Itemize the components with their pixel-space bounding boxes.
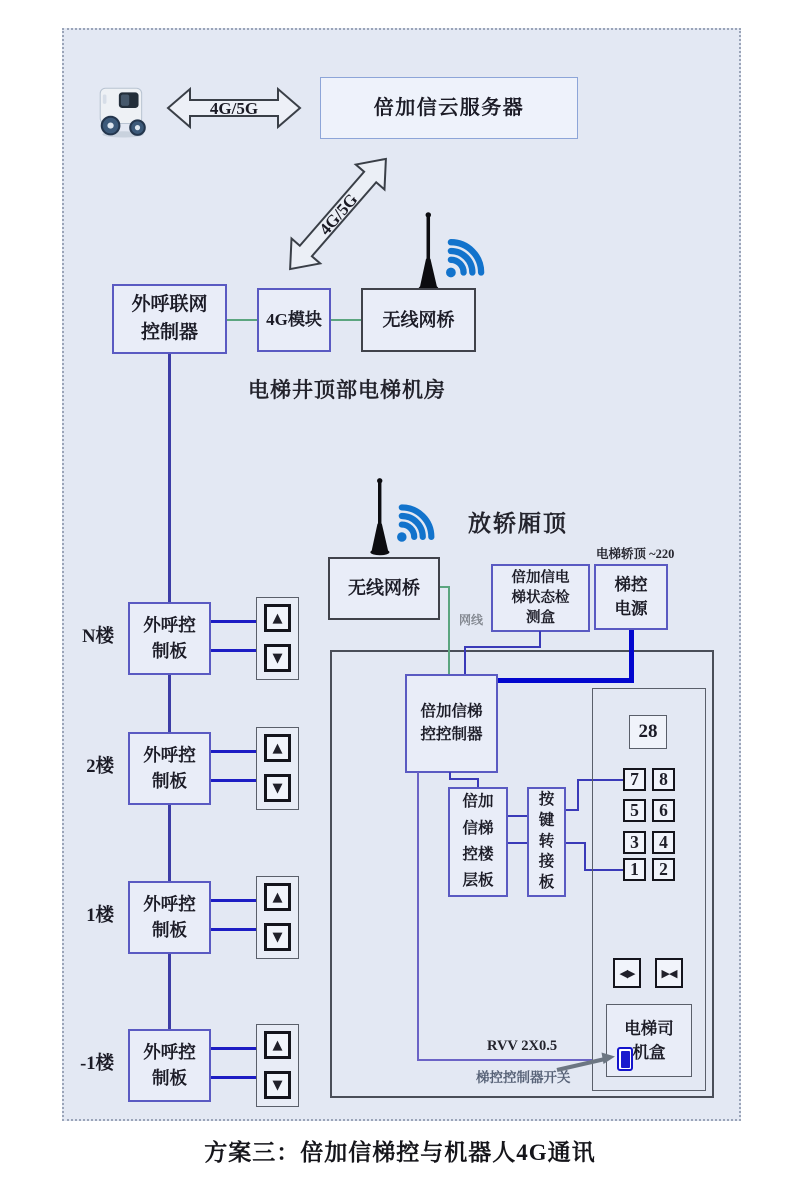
hall-up-button[interactable]: ▲ xyxy=(264,883,291,911)
hall-wire-down xyxy=(211,928,256,931)
wifi-antenna-icon-car-top xyxy=(356,476,440,556)
connector-board-adapter-1 xyxy=(508,815,527,817)
power-supply-line2: 电源 xyxy=(614,599,648,618)
floor-label: 2楼 xyxy=(86,757,114,777)
power-supply-box xyxy=(594,564,668,630)
rvv-cable-vertical xyxy=(417,772,419,1061)
call-network-controller-line2: 控制器 xyxy=(140,322,198,343)
hall-call-board: 外呼控 制板 xyxy=(128,602,211,675)
elevator-controller-line1: 倍加信梯 xyxy=(420,703,483,721)
car-top-caption: 放轿厢顶 xyxy=(468,511,568,536)
connector-adapter-btn1-a xyxy=(566,842,586,844)
hall-down-button[interactable]: ▼ xyxy=(264,774,291,802)
hall-button-panel xyxy=(256,1024,299,1107)
power-line-vertical xyxy=(629,630,634,683)
floor-board-line3: 控楼 xyxy=(462,846,494,863)
connector-adapter-btn1-b xyxy=(584,842,586,871)
network-cable-label: 网线 xyxy=(459,613,484,627)
key-adapter-box xyxy=(527,787,566,897)
wifi-antenna-icon xyxy=(408,210,486,292)
hall-wire-down xyxy=(211,779,256,782)
hall-down-button[interactable]: ▼ xyxy=(264,644,291,672)
hall-button-panel xyxy=(256,727,299,810)
key-adapter-line4: 接 xyxy=(538,853,555,871)
car-button-5[interactable]: 5 xyxy=(623,799,646,822)
car-button-4[interactable]: 4 xyxy=(652,831,675,854)
key-adapter-line3: 转 xyxy=(538,832,555,850)
hall-call-board: 外呼控 制板 xyxy=(128,881,211,954)
hall-up-button[interactable]: ▲ xyxy=(264,1031,291,1059)
wireless-bridge-car-top-label: 无线网桥 xyxy=(348,578,420,599)
power-supply-line1: 梯控 xyxy=(614,575,648,595)
hall-call-board: 外呼控 制板 xyxy=(128,732,211,805)
connector-green-drop xyxy=(448,586,450,675)
hall-wire-up xyxy=(211,1047,256,1050)
door-close-icon: ▶◀ xyxy=(661,966,677,980)
controller-switch-icon[interactable] xyxy=(617,1047,633,1071)
connector-status-h xyxy=(464,646,541,648)
door-open-icon: ◀▶ xyxy=(619,966,635,980)
car-button-8[interactable]: 8 xyxy=(652,768,675,791)
floor-display xyxy=(629,715,667,749)
car-button-3[interactable]: 3 xyxy=(623,831,646,854)
key-adapter-line1: 按 xyxy=(538,790,555,808)
rvv-cable-label: RVV 2X0.5 xyxy=(487,1038,558,1054)
floor-label: -1楼 xyxy=(80,1054,114,1074)
car-button-1[interactable]: 1 xyxy=(623,858,646,881)
floor-label: 1楼 xyxy=(86,906,114,926)
hall-up-button[interactable]: ▲ xyxy=(264,734,291,762)
key-adapter-line2: 键 xyxy=(538,811,555,829)
hall-wire-down xyxy=(211,1076,256,1079)
switch-pointer-arrow xyxy=(553,1046,617,1076)
wireless-bridge-label: 无线网桥 xyxy=(382,309,455,330)
status-detector-box xyxy=(491,564,590,632)
car-button-7[interactable]: 7 xyxy=(623,768,646,791)
cloud-server-box xyxy=(320,77,578,139)
floor-row-n xyxy=(62,602,307,694)
floor-board-line1: 倍加 xyxy=(462,793,494,811)
connector-adapter-btn7-b xyxy=(577,780,579,811)
connector-green-2 xyxy=(331,319,361,321)
floor-display-value: 28 xyxy=(638,721,658,743)
driver-box-line1: 电梯司 xyxy=(624,1018,674,1038)
hall-down-button[interactable]: ▼ xyxy=(264,923,291,951)
wireless-bridge-box-machine-room xyxy=(361,288,476,352)
power-note-label: 电梯轿顶 ~220 xyxy=(596,547,675,561)
driver-box-line2: 机盒 xyxy=(632,1042,666,1062)
floor-board-line2: 信梯 xyxy=(462,819,494,837)
hall-button-panel xyxy=(256,597,299,680)
status-detector-line3: 测盒 xyxy=(526,610,555,627)
link-label-4g5g: 4G/5G xyxy=(209,99,259,118)
elevator-controller-line2: 控控制器 xyxy=(420,725,483,743)
hall-wire-down xyxy=(211,649,256,652)
car-button-6[interactable]: 6 xyxy=(652,799,675,822)
hall-button-panel xyxy=(256,876,299,959)
link-label-4g5g-diagonal: 4G/5G xyxy=(315,189,362,239)
floor-row-minus1 xyxy=(62,1029,307,1121)
call-network-controller-box xyxy=(112,284,227,354)
robot-cloud-link-arrow xyxy=(166,84,302,132)
page-title: 方案三：倍加信梯控与机器人4G通讯 xyxy=(204,1140,596,1165)
connector-ctrl-board-h xyxy=(449,778,479,780)
car-button-2[interactable]: 2 xyxy=(652,858,675,881)
hall-call-board: 外呼控 制板 xyxy=(128,1029,211,1102)
floor-row-2 xyxy=(62,732,307,824)
key-adapter-line5: 板 xyxy=(538,874,555,892)
machine-room-caption: 电梯井顶部电梯机房 xyxy=(248,378,446,402)
floor-board-box xyxy=(448,787,508,897)
cloud-server-label: 倍加信云服务器 xyxy=(373,96,525,119)
wireless-bridge-box-car-top xyxy=(328,557,440,620)
hall-down-button[interactable]: ▼ xyxy=(264,1071,291,1099)
door-close-button[interactable] xyxy=(655,958,683,988)
hall-wire-up xyxy=(211,620,256,623)
delivery-robot-icon xyxy=(94,80,152,138)
hall-wire-up xyxy=(211,750,256,753)
door-open-button[interactable] xyxy=(613,958,641,988)
module-4g-box xyxy=(257,288,331,352)
power-line-horizontal xyxy=(496,678,634,683)
elevator-controller-box xyxy=(405,674,498,773)
hall-up-button[interactable]: ▲ xyxy=(264,604,291,632)
connector-status-v2 xyxy=(464,646,466,675)
module-4g-label: 4G模块 xyxy=(266,309,322,329)
switch-label: 梯控控制器开关 xyxy=(476,1070,571,1085)
status-detector-line2: 梯状态检 xyxy=(511,589,570,606)
connector-board-adapter-2 xyxy=(508,842,527,844)
connector-green-1 xyxy=(227,319,257,321)
floor-board-line4: 层板 xyxy=(462,872,494,890)
status-detector-line1: 倍加信电 xyxy=(511,569,570,586)
floor-row-1 xyxy=(62,881,307,973)
floor-label: N楼 xyxy=(82,627,114,647)
hall-wire-up xyxy=(211,899,256,902)
call-network-controller-line1: 外呼联网 xyxy=(131,294,208,316)
